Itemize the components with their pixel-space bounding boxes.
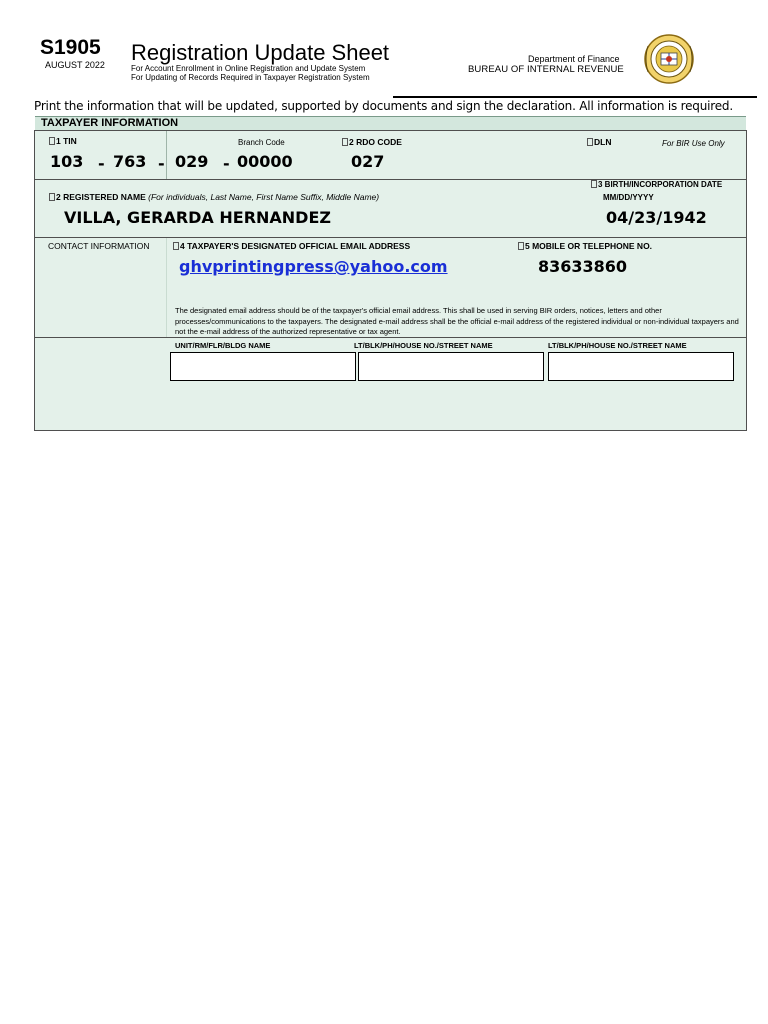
tin-branch-code: 00000 xyxy=(237,152,293,171)
dln-label: DLN xyxy=(587,137,611,147)
department-name: Department of Finance xyxy=(528,54,620,64)
column-divider xyxy=(166,238,167,337)
unit-label: UNIT/RM/FLR/BLDG NAME xyxy=(175,341,271,350)
form-date: AUGUST 2022 xyxy=(45,60,105,70)
email-value[interactable]: ghvprintingpress@yahoo.com xyxy=(179,257,448,276)
form-code: S1905 xyxy=(40,36,101,59)
phone-label: 5 MOBILE OR TELEPHONE NO. xyxy=(518,241,652,251)
branch-code-label: Branch Code xyxy=(238,138,285,147)
tin-part-1: 103 xyxy=(50,152,84,171)
registered-name-value: VILLA, GERARDA HERNANDEZ xyxy=(64,208,331,227)
bureau-name: BUREAU OF INTERNAL REVENUE xyxy=(468,64,624,75)
subtitle-line-1: For Account Enrollment in Online Registration and Update System xyxy=(131,64,366,73)
dln-note: For BIR Use Only xyxy=(662,139,725,148)
taxpayer-info-panel xyxy=(34,130,747,431)
phone-value: 83633860 xyxy=(538,257,628,276)
rdo-code-label: 2 RDO CODE xyxy=(342,137,402,147)
contact-info-label: CONTACT INFORMATION xyxy=(48,241,150,251)
section-header xyxy=(35,116,746,130)
header-rule xyxy=(393,96,757,98)
tin-separator: - xyxy=(158,154,165,173)
subtitle-line-2: For Updating of Records Required in Taxpayer Registration System xyxy=(131,73,370,82)
birth-date-label: 3 BIRTH/INCORPORATION DATE xyxy=(591,180,722,189)
street-label-2: LT/BLK/PH/HOUSE NO./STREET NAME xyxy=(548,341,687,350)
birth-date-value: 04/23/1942 xyxy=(606,208,707,227)
registered-name-hint: (For individuals, Last Name, First Name Suffix, Middle Name) xyxy=(148,192,380,202)
row-divider xyxy=(35,237,746,238)
tin-part-3: 029 xyxy=(175,152,209,171)
tin-separator: - xyxy=(98,154,105,173)
birth-date-format: MM/DD/YYYY xyxy=(603,193,654,202)
bir-seal-icon xyxy=(640,34,698,84)
instruction-text: Print the information that will be updated, supported by documents and sign the declaration. All information is required. xyxy=(34,99,733,113)
email-label: 4 TAXPAYER'S DESIGNATED OFFICIAL EMAIL ADDRESS xyxy=(173,241,410,251)
street-field[interactable] xyxy=(358,352,544,381)
email-disclaimer: The designated email address should be of the taxpayer's official email address. This shall be used in serving BIR orders, notices, letters and other processes/communications to the taxpayers. The designated e-mail address shall be the official e-mail address of the registered individual or non-individual taxpayers and not the e-mail address of the authorized representative or tax agent. xyxy=(175,306,739,336)
page-title: Registration Update Sheet xyxy=(131,40,390,65)
registered-name-label: 2 REGISTERED NAME (For individuals, Last Name, First Name Suffix, Middle Name) xyxy=(49,192,379,202)
column-divider xyxy=(166,131,167,179)
tin-label: 1 TIN xyxy=(49,136,77,146)
rdo-code-value: 027 xyxy=(351,152,385,171)
unit-field[interactable] xyxy=(170,352,356,381)
section-title: TAXPAYER INFORMATION xyxy=(41,117,179,129)
street-label: LT/BLK/PH/HOUSE NO./STREET NAME xyxy=(354,341,493,350)
tin-part-2: 763 xyxy=(113,152,147,171)
tin-separator: - xyxy=(223,154,230,173)
street-field-2[interactable] xyxy=(548,352,734,381)
